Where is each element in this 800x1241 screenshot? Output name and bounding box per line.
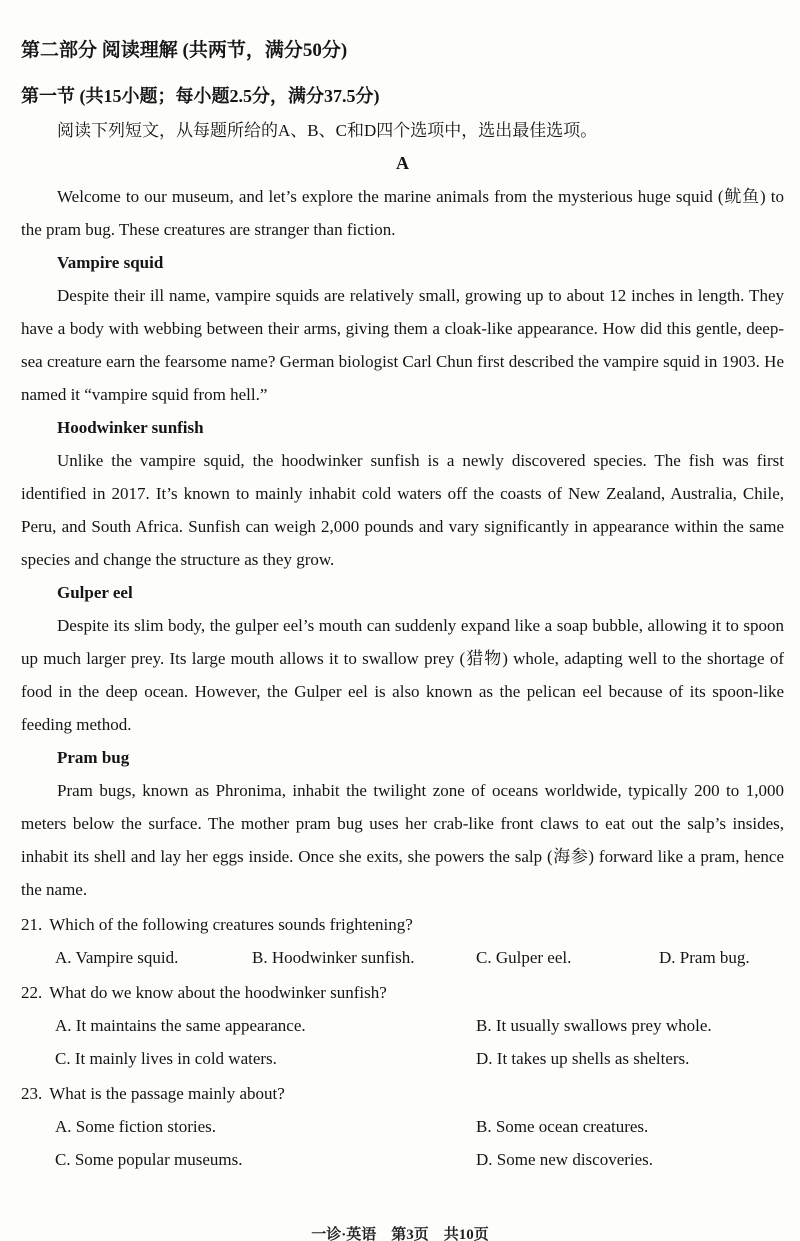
- option-b: B. Some ocean creatures.: [476, 1117, 649, 1136]
- heading-hoodwinker-sunfish: Hoodwinker sunfish: [57, 418, 204, 437]
- question-23-text: [21, 1077, 784, 1110]
- question-23: [21, 1077, 784, 1176]
- question-text: What is the passage mainly about?: [49, 1084, 285, 1103]
- option-c: C. It mainly lives in cold waters.: [55, 1049, 277, 1068]
- section-header: 第二部分 阅读理解 (共两节，满分50分): [21, 40, 348, 61]
- question-21: [21, 908, 784, 974]
- option-a: A. Some fiction stories.: [55, 1117, 217, 1136]
- subsection-header: 第一节 (共15小题；每小题2.5分，满分37.5分): [21, 86, 380, 106]
- question-text: Which of the following creatures sounds frightening?: [49, 915, 413, 934]
- paragraph-vampire-squid: Despite their ill name, vampire squids are relatively small, growing up to about 12 inches in length. They have a body with webbing between their arms, giving them a cloak-like appearance. How did this gentle, deep-sea creature earn the fearsome name? German biologist Carl Chun first described the vampire squid in 1903. He named it “vampire squid from hell.”: [21, 286, 784, 404]
- paragraph-hoodwinker-sunfish: Unlike the vampire squid, the hoodwinker sunfish is a newly discovered species. The fish was first identified in 2017. It’s known to mainly inhabit cold waters off the coasts of New Zealand, Australia, Chile, Peru, and South Africa. Sunfish can weigh 2,000 pounds and vary significantly in appearance within the same species and change the structure as they grow.: [21, 451, 784, 569]
- heading-vampire-squid: Vampire squid: [57, 253, 164, 272]
- option-b: B. It usually swallows prey whole.: [476, 1016, 712, 1035]
- question-21-text: [21, 908, 784, 941]
- question-23-options: [21, 1110, 784, 1176]
- option-c: C. Some popular museums.: [55, 1150, 243, 1169]
- option-c: C. Gulper eel.: [476, 948, 572, 967]
- question-22-options: [21, 1009, 784, 1075]
- page-footer: 一诊·英语 第3页 共10页: [311, 1227, 489, 1241]
- heading-gulper-eel: Gulper eel: [57, 583, 133, 602]
- option-d: D. Some new discoveries.: [476, 1150, 654, 1169]
- passage-label: A: [396, 153, 409, 173]
- paragraph-intro: Welcome to our museum, and let’s explore the marine animals from the mysterious huge squid (鱿鱼) to the pram bug. These creatures are stranger than fiction.: [21, 187, 784, 239]
- option-d: D. Pram bug.: [659, 948, 750, 967]
- instructions: 阅读下列短文，从每题所给的A、B、C和D四个选项中，选出最佳选项。: [57, 121, 598, 140]
- paragraph-gulper-eel: Despite its slim body, the gulper eel’s mouth can suddenly expand like a soap bubble, allowing it to spoon up much larger prey. Its large mouth allows it to swallow prey (猎物) whole, adapting well to the shortage of food in the deep ocean. However, the Gulper eel is also known as the pelican eel because of its spoon-like feeding method.: [21, 616, 784, 734]
- question-number: 21.: [21, 915, 43, 934]
- question-number: 22.: [21, 983, 43, 1002]
- question-22: [21, 976, 784, 1075]
- question-21-options: [21, 941, 784, 974]
- question-22-text: [21, 976, 784, 1009]
- question-text: What do we know about the hoodwinker sunfish?: [49, 983, 387, 1002]
- option-a: A. Vampire squid.: [55, 948, 179, 967]
- paragraph-pram-bug: Pram bugs, known as Phronima, inhabit the twilight zone of oceans worldwide, typically 200 to 1,000 meters below the surface. The mother pram bug uses her crab-like front claws to eat out the salp’s insides, inhabit its shell and lay her eggs inside. Once she exits, she powers the salp (海参) forward like a pram, hence the name.: [21, 781, 784, 899]
- option-b: B. Hoodwinker sunfish.: [252, 948, 415, 967]
- question-number: 23.: [21, 1084, 43, 1103]
- option-a: A. It maintains the same appearance.: [55, 1016, 306, 1035]
- option-d: D. It takes up shells as shelters.: [476, 1049, 690, 1068]
- heading-pram-bug: Pram bug: [57, 748, 130, 767]
